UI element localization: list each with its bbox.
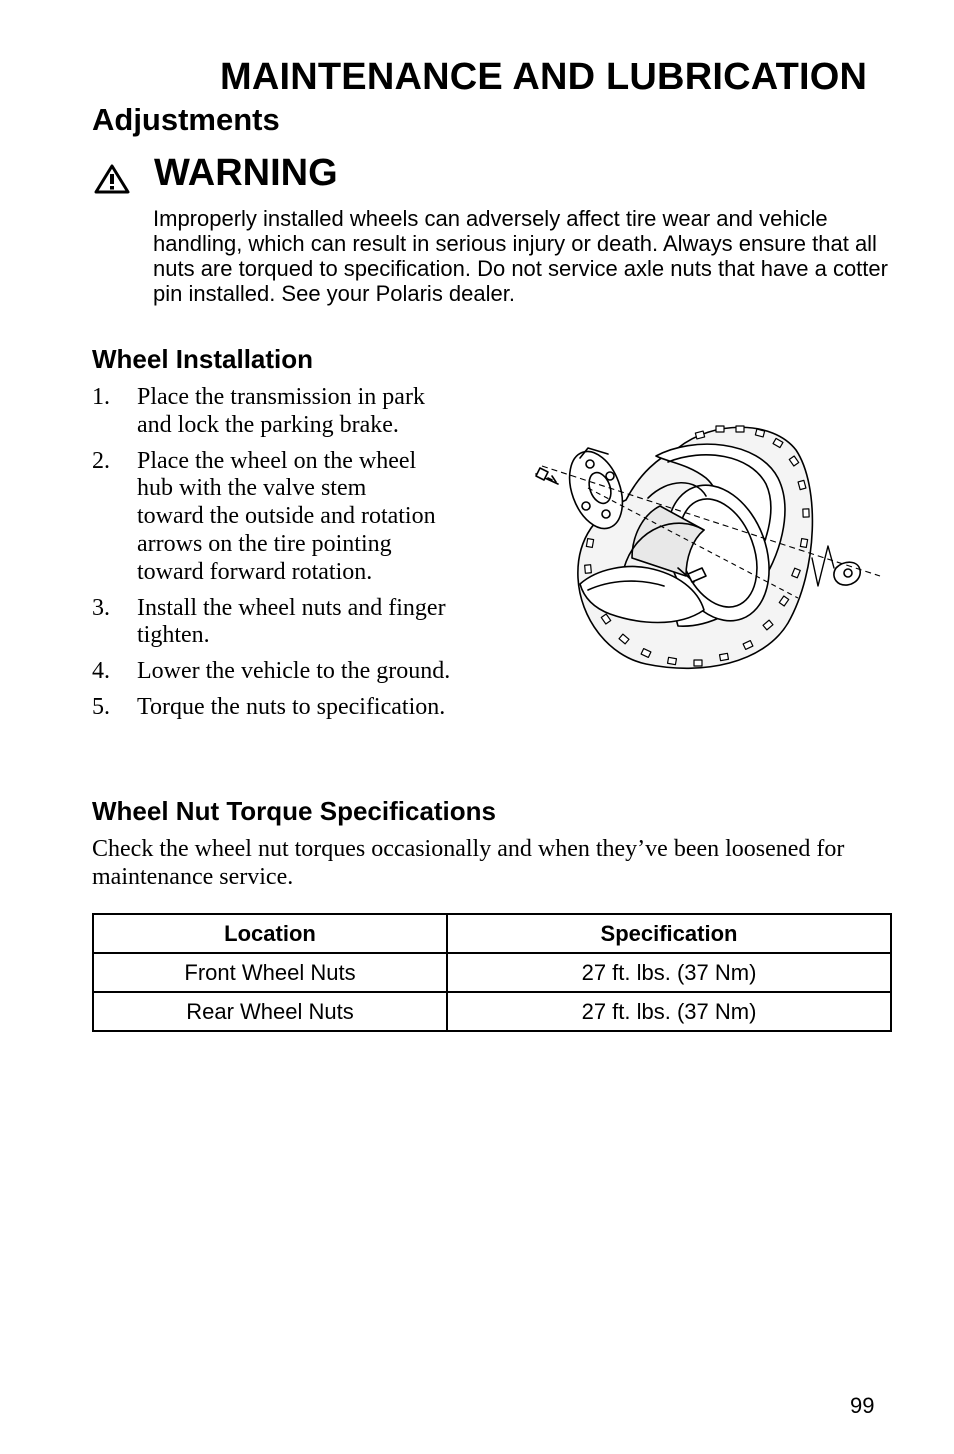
table-cell-specification: 27 ft. lbs. (37 Nm): [447, 953, 891, 992]
torque-spec-table: [92, 913, 892, 1032]
list-item: [92, 595, 512, 651]
table-cell-specification: 27 ft. lbs. (37 Nm): [447, 992, 891, 1031]
wheel-installation-heading: Wheel Installation: [92, 344, 314, 374]
list-item: [92, 694, 512, 722]
list-item: [92, 448, 512, 587]
wheel-installation-illustration: [528, 418, 888, 680]
table-header-row: [93, 914, 891, 953]
step-number: 2.: [92, 447, 110, 474]
step-text: Place the transmission in park and lock the parking brake.: [137, 384, 425, 438]
step-number: 3.: [92, 594, 110, 621]
step-text: Install the wheel nuts and finger tighten.: [137, 594, 446, 649]
step-number: 1.: [92, 384, 110, 410]
warning-text: Improperly installed wheels can adversely affect tire wear and vehicle handling, which can result in serious injury or death. Always ensure that all nuts are torqued to specification. Do not service axle nuts that have a cotter pin installed. See your Polaris dealer.: [153, 206, 888, 306]
step-text: Torque the nuts to specification.: [137, 693, 446, 720]
installation-steps: [92, 384, 512, 730]
table-cell-location: Front Wheel Nuts: [93, 953, 447, 992]
warning-title: WARNING: [154, 152, 338, 194]
warning-triangle-icon: [94, 164, 130, 194]
list-item: [92, 658, 512, 686]
step-number: 5.: [92, 693, 110, 720]
list-item: [92, 384, 512, 440]
table-row: [93, 953, 891, 992]
torque-description: Check the wheel nut torques occasionally and when they’ve been loosened for maintenance service.: [92, 836, 845, 890]
column-header-specification: Specification: [447, 914, 891, 953]
step-text: Lower the vehicle to the ground.: [137, 658, 451, 685]
table-row: [93, 992, 891, 1031]
step-number: 4.: [92, 658, 110, 685]
page-title: MAINTENANCE AND LUBRICATION: [220, 56, 868, 98]
column-header-location: Location: [93, 914, 447, 953]
step-text: Place the wheel on the wheel hub with the valve stem toward the outside and rotation arrows on the tire pointing toward forward rotation.: [137, 447, 436, 585]
section-heading: Adjustments: [92, 102, 280, 137]
table-cell-location: Rear Wheel Nuts: [93, 992, 447, 1031]
page-number: 99: [850, 1393, 875, 1418]
torque-specifications-heading: Wheel Nut Torque Specifications: [92, 796, 497, 826]
